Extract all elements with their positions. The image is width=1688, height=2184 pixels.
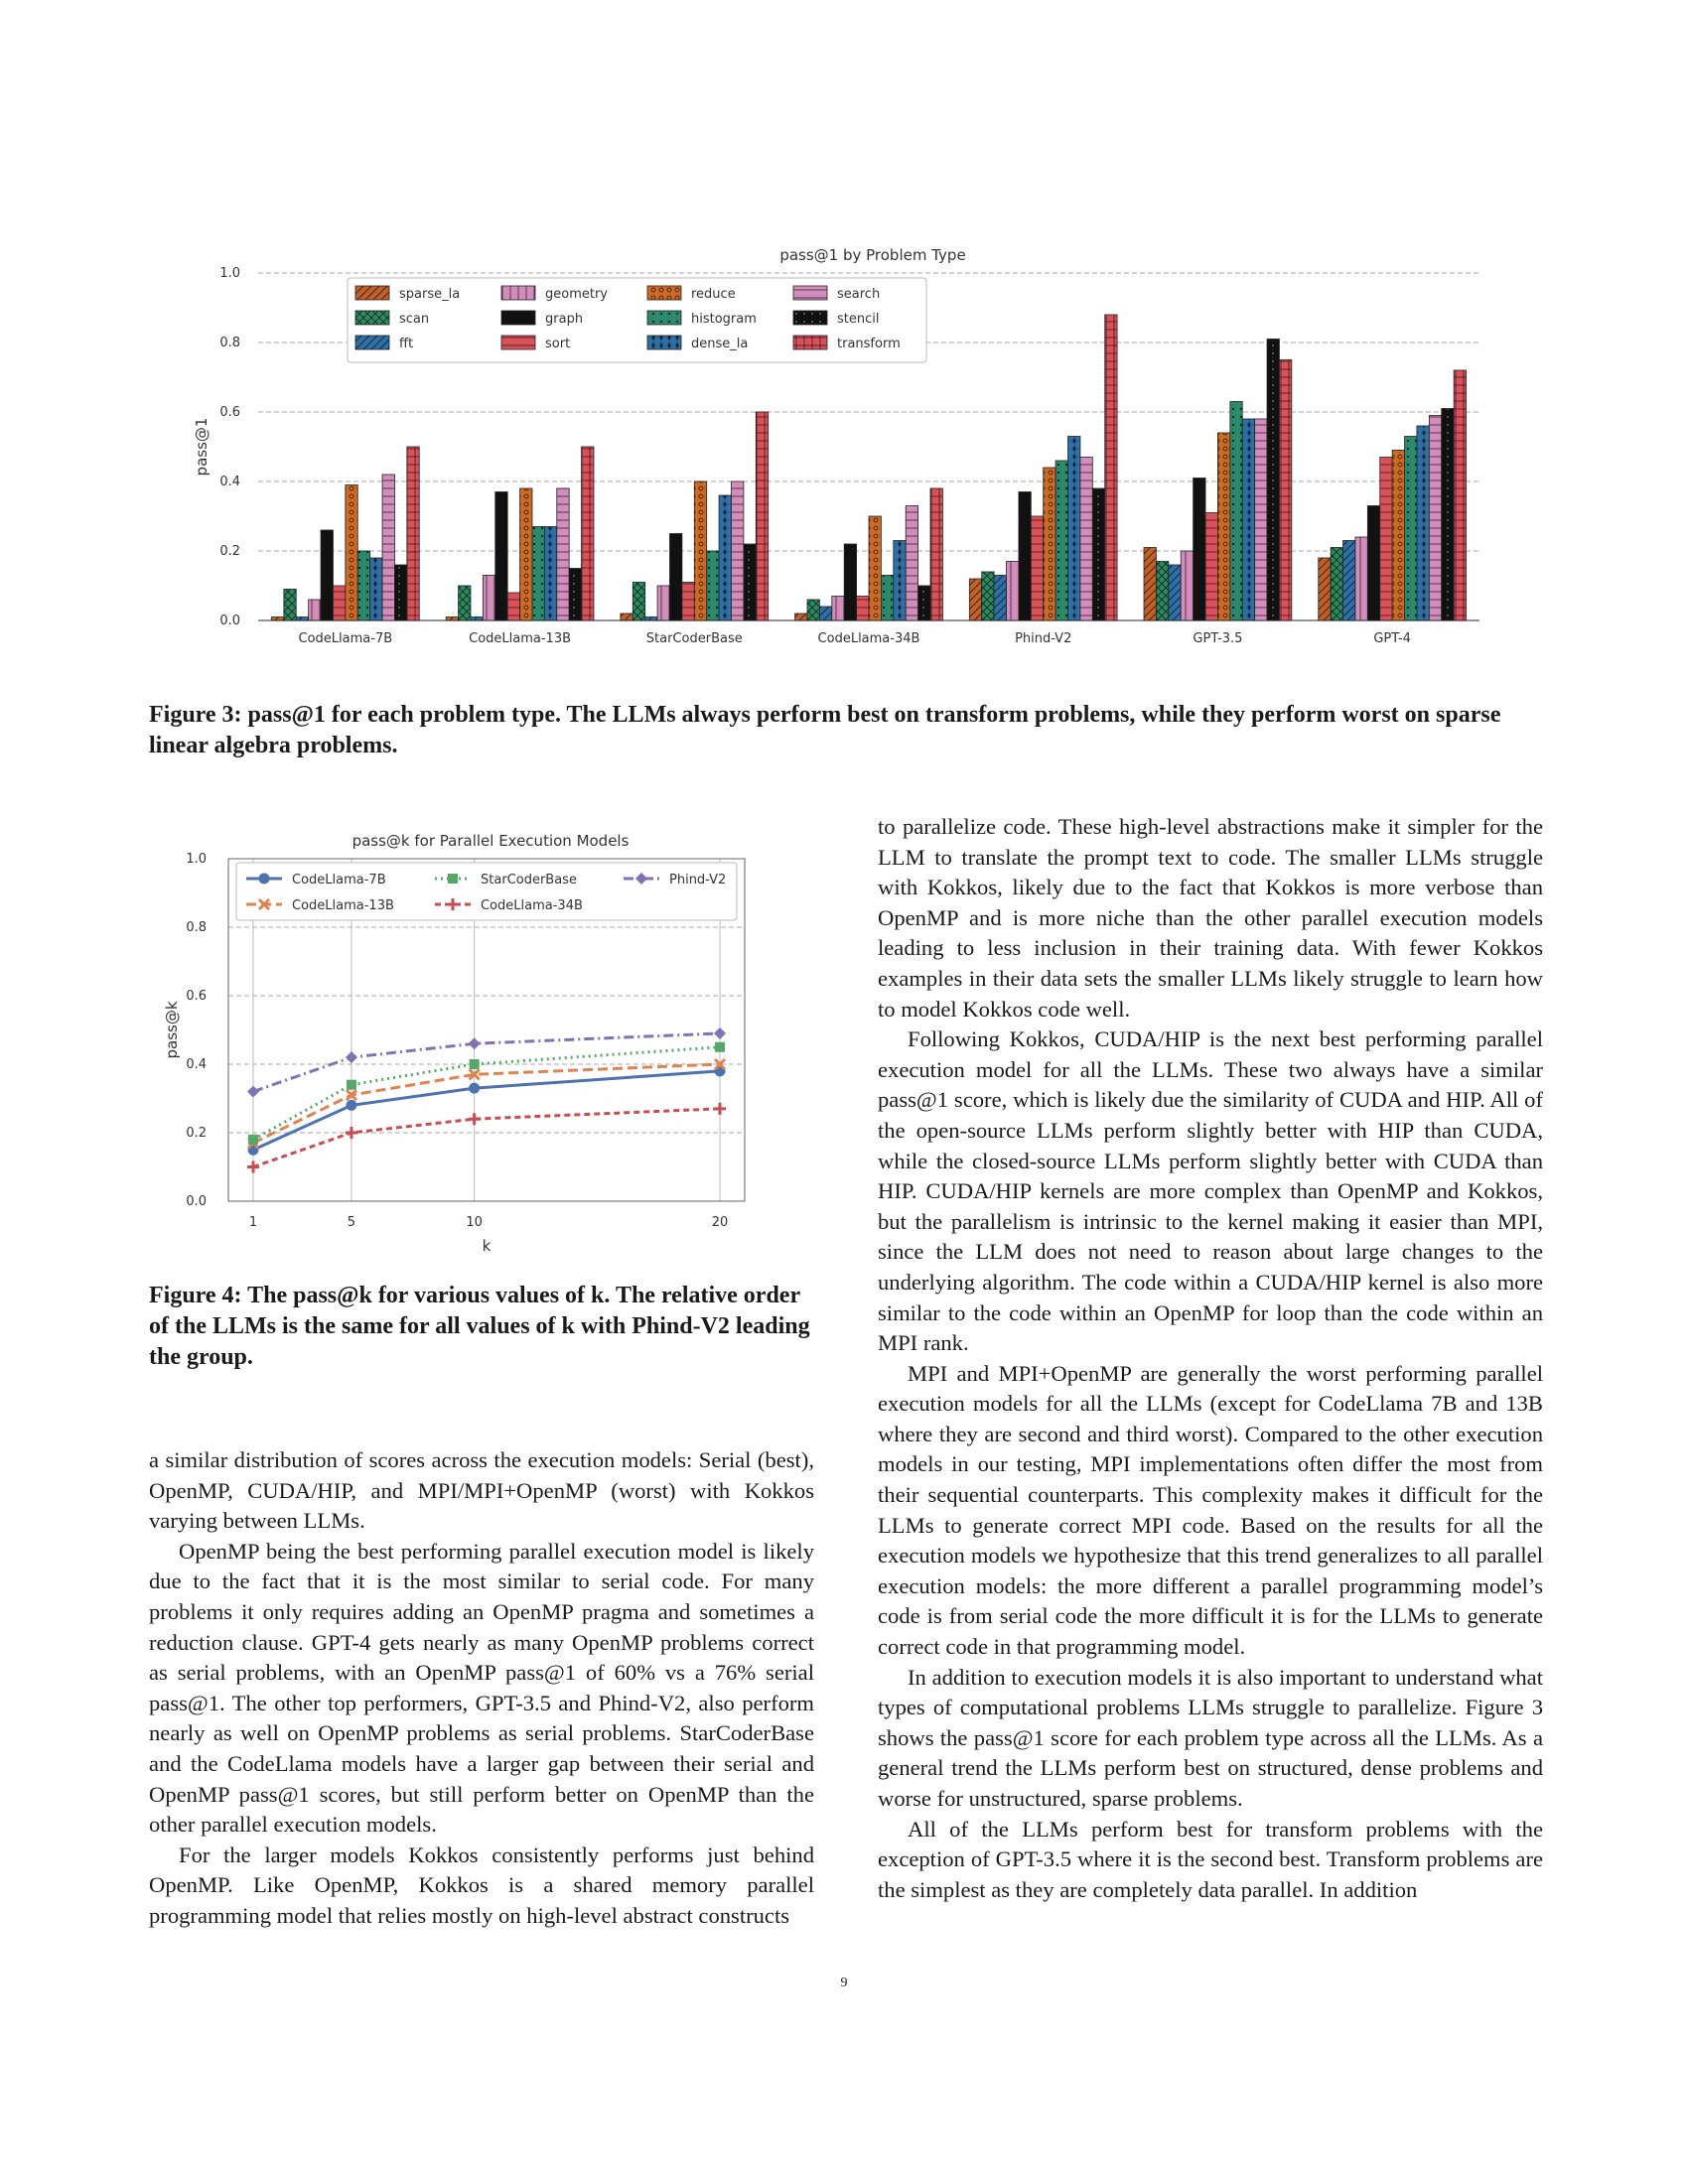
bar-histogram — [357, 551, 369, 620]
legend-label: Phind-V2 — [669, 873, 727, 887]
bar-graph — [321, 530, 333, 620]
paragraph: to parallelize code. These high-level abstractions make it simpler for the LLM to translate the prompt text to code. The smaller LLMs struggle with Kokkos, likely due to the fact that Kokkos is more verbose than OpenMP and is more niche than the other parallel execution models leading to less inclusion in their training data. With fewer Kokkos examples in their data sets the smaller LLMs likely struggle to learn how to model Kokkos code well. — [878, 814, 1543, 1022]
y-axis-label: pass@1 — [193, 417, 211, 477]
bar-scan — [807, 600, 819, 620]
y-tick-label: 0.2 — [219, 544, 240, 559]
bar-sparse_la — [1319, 558, 1331, 620]
bar-geometry — [832, 597, 844, 621]
data-point — [346, 1100, 356, 1111]
bar-search — [557, 488, 569, 620]
legend-label: sort — [545, 337, 571, 351]
y-tick-label: 1.0 — [219, 266, 240, 281]
x-tick-label: CodeLlama-13B — [469, 631, 572, 646]
bar-dense_la — [1242, 419, 1254, 620]
legend — [348, 278, 926, 362]
legend-swatch-sort — [501, 336, 535, 349]
legend-swatch-graph — [501, 311, 535, 325]
bar-graph — [1019, 492, 1031, 621]
data-point — [247, 1161, 259, 1173]
bar-sort — [507, 593, 519, 620]
paragraph: a similar distribution of scores across the execution models: Serial (best), OpenMP, CUDA/HIP, and MPI/MPI+OpenMP (worst) with Kokkos varying between LLMs. — [149, 1447, 814, 1534]
bar-graph — [844, 544, 856, 620]
legend-swatch-scan — [355, 311, 389, 325]
bar-histogram — [1405, 437, 1417, 621]
legend-label: reduce — [691, 287, 736, 302]
y-tick-label: 0.0 — [186, 1194, 207, 1209]
bar-fft — [296, 617, 308, 621]
legend-label: dense_la — [691, 337, 749, 351]
series-CodeLlama-34B — [247, 1103, 726, 1173]
bar-fft — [1169, 565, 1181, 620]
legend-swatch-transform — [793, 336, 827, 349]
bar-search — [1080, 458, 1092, 621]
bar-fft — [1343, 541, 1355, 621]
legend-swatch-fft — [355, 336, 389, 349]
series-line — [253, 1047, 720, 1140]
x-tick-label: 20 — [711, 1215, 729, 1230]
bar-scan — [982, 572, 994, 620]
figure-4-caption: Figure 4: The pass@k for various values of k. The relative order of the LLMs is the same for all values of k with Phind-V2 leading the group. — [149, 1283, 810, 1370]
bar-geometry — [1181, 551, 1193, 620]
series-StarCoderBase — [248, 1042, 725, 1145]
bar-geometry — [657, 586, 669, 620]
bar-fft — [994, 576, 1006, 621]
x-tick-label: StarCoderBase — [645, 631, 743, 646]
data-point — [346, 1127, 357, 1139]
bar-transform — [1105, 315, 1117, 620]
bar-stencil — [744, 544, 756, 620]
legend-label: histogram — [691, 312, 757, 327]
y-tick-label: 1.0 — [186, 852, 207, 867]
x-tick-label: Phind-V2 — [1015, 631, 1072, 646]
legend-label: CodeLlama-13B — [292, 898, 394, 913]
bar-scan — [633, 583, 644, 621]
legend-label: graph — [545, 312, 584, 327]
figure-3-caption: Figure 3: pass@1 for each problem type. The LLMs always perform best on transform problems, while they perform worst on sparse linear algebra problems. — [149, 702, 1501, 758]
bar-histogram — [881, 576, 893, 621]
bar-geometry — [1355, 537, 1367, 620]
bar-sort — [333, 586, 345, 620]
data-point — [347, 1080, 356, 1090]
chart-title: pass@k for Parallel Execution Models — [352, 832, 630, 850]
data-point — [469, 1037, 481, 1049]
y-tick-label: 0.0 — [219, 614, 240, 628]
x-tick-label: CodeLlama-7B — [298, 631, 393, 646]
paragraph: In addition to execution models it is also important to understand what types of computational problems LLMs struggle to parallelize. Figure 3 shows the pass@1 score for each problem type across all the LLMs. As a general trend the LLMs perform best on structured, dense problems and worse for unstructured, sparse problems. — [878, 1664, 1543, 1811]
paragraph: All of the LLMs perform best for transform problems with the exception of GPT-3.5 where it is the second best. Transform problems are the simplest as they are completely data parallel. In addition — [878, 1816, 1543, 1902]
bar-dense_la — [894, 541, 906, 621]
y-tick-label: 0.4 — [219, 475, 240, 489]
bar-fft — [471, 617, 483, 621]
bar-search — [731, 481, 743, 620]
bar-transform — [582, 447, 594, 620]
bar-scan — [1331, 548, 1342, 621]
bar-reduce — [1044, 468, 1055, 620]
bar-dense_la — [719, 495, 731, 620]
legend-swatch-sparse_la — [355, 286, 389, 300]
bar-fft — [645, 617, 657, 621]
legend-label: CodeLlama-34B — [481, 898, 583, 913]
legend-swatch-histogram — [647, 311, 681, 325]
bar-stencil — [1442, 409, 1454, 621]
left-text-column — [149, 1445, 814, 1932]
bar-transform — [1279, 360, 1291, 621]
bar-reduce — [1392, 451, 1404, 621]
legend-label: CodeLlama-7B — [292, 873, 386, 887]
series-CodeLlama-13B — [248, 1059, 725, 1148]
bar-transform — [930, 488, 942, 620]
right-text-column — [878, 812, 1543, 1905]
data-point — [247, 1086, 259, 1098]
legend — [236, 863, 737, 920]
bar-reduce — [1217, 433, 1229, 620]
data-point — [714, 1103, 726, 1115]
bar-graph — [495, 492, 507, 621]
legend-label: fft — [399, 337, 414, 351]
pass-at-k-chart — [149, 824, 765, 1261]
bar-search — [1255, 419, 1267, 620]
bar-geometry — [1007, 562, 1019, 621]
bar-graph — [669, 534, 681, 621]
bar-scan — [284, 590, 296, 621]
paragraph: Following Kokkos, CUDA/HIP is the next best performing parallel execution model for all the LLMs. These two always have a similar pass@1 score, which is likely due the similarity of CUDA and HIP. All of the open-source LLMs perform slightly better with HIP than CUDA, while the closed-source LLMs perform slightly better with CUDA than HIP. CUDA/HIP kernels are more complex than OpenMP and Kokkos, but the parallelism is intrinsic to the kernel making it easier than MPI, since the LLM does not need to reason about large changes to the underlying algorithm. The code within a CUDA/HIP kernel is also more similar to the code within an OpenMP for loop than the code within an MPI rank. — [878, 1026, 1543, 1356]
bar-sort — [1205, 513, 1217, 621]
bar-reduce — [520, 488, 532, 620]
bar-dense_la — [370, 558, 382, 620]
data-point — [470, 1059, 480, 1069]
y-tick-label: 0.8 — [219, 336, 240, 350]
y-axis-label: pass@k — [163, 1001, 181, 1059]
legend-label: StarCoderBase — [481, 873, 577, 887]
bar-sort — [1380, 458, 1392, 621]
bar-geometry — [483, 576, 494, 621]
page-number: 9 — [840, 1976, 848, 1990]
legend-label: sparse_la — [399, 287, 461, 302]
data-point — [714, 1027, 726, 1039]
bar-dense_la — [544, 527, 556, 621]
bar-histogram — [532, 527, 544, 621]
x-tick-label: 5 — [347, 1215, 356, 1230]
data-point — [469, 1113, 481, 1125]
x-tick-label: GPT-4 — [1373, 631, 1411, 646]
bar-sort — [682, 583, 694, 621]
bar-stencil — [1267, 340, 1279, 621]
x-tick-label: 10 — [466, 1215, 483, 1230]
bar-reduce — [694, 481, 706, 620]
figure-4 — [149, 824, 765, 1261]
bar-graph — [1194, 478, 1205, 621]
bar-transform — [407, 447, 419, 620]
data-point — [346, 1051, 357, 1063]
figure-3 — [189, 238, 1519, 665]
data-point — [248, 1135, 258, 1145]
bar-histogram — [1230, 402, 1242, 621]
bar-stencil — [394, 565, 406, 620]
chart-title: pass@1 by Problem Type — [779, 246, 966, 264]
bar-sparse_la — [795, 614, 807, 620]
y-tick-label: 0.4 — [186, 1057, 207, 1072]
legend-label: stencil — [837, 312, 880, 327]
bar-sparse_la — [1144, 548, 1156, 621]
bar-histogram — [1055, 461, 1067, 620]
paragraph: MPI and MPI+OpenMP are generally the worst performing parallel execution models for all the LLMs (except for CodeLlama 7B and 13B where they are second and third worst). Compared to the other execution models in our testing, MPI implementations often differ the most from their sequential counterparts. This complexity makes it difficult for the LLMs to generate correct MPI code. Based on the results for all the execution models we hypothesize that this trend generalizes to all parallel execution models: the more different a parallel programming model’s code is from serial code the more difficult it is for the LLMs to generate correct code in that programming model. — [878, 1360, 1543, 1660]
x-axis-label: k — [482, 1237, 492, 1255]
bar-graph — [1367, 506, 1379, 621]
bar-sort — [857, 597, 869, 621]
bar-reduce — [346, 485, 357, 621]
bar-scan — [1156, 562, 1168, 621]
y-tick-label: 0.6 — [186, 989, 207, 1004]
bar-histogram — [707, 551, 719, 620]
bar-search — [906, 506, 917, 621]
legend-label: geometry — [545, 287, 609, 302]
bar-transform — [1454, 370, 1466, 620]
legend-swatch-stencil — [793, 311, 827, 325]
bar-stencil — [918, 586, 930, 620]
bar-sparse_la — [621, 614, 633, 620]
x-tick-label: CodeLlama-34B — [817, 631, 920, 646]
legend-label: transform — [837, 337, 901, 351]
data-point — [469, 1083, 480, 1094]
y-tick-label: 0.6 — [219, 405, 240, 420]
legend-marker — [259, 874, 270, 885]
bar-geometry — [309, 600, 321, 620]
bar-stencil — [569, 569, 581, 621]
pass-at-1-by-problem-type-chart — [189, 238, 1519, 665]
bar-fft — [819, 607, 831, 620]
x-tick-label: GPT-3.5 — [1193, 631, 1243, 646]
bar-dense_la — [1068, 437, 1080, 621]
bar-reduce — [869, 516, 881, 620]
bar-stencil — [1092, 488, 1104, 620]
data-point — [715, 1042, 725, 1052]
legend-label: scan — [399, 312, 430, 327]
bar-sparse_la — [969, 579, 981, 620]
legend-marker — [448, 874, 458, 884]
bar-scan — [459, 586, 471, 620]
bar-transform — [756, 412, 768, 620]
legend-swatch-geometry — [501, 286, 535, 300]
series-line — [253, 1033, 720, 1092]
legend-swatch-reduce — [647, 286, 681, 300]
paragraph: OpenMP being the best performing parallel execution model is likely due to the fact that it is the most similar to serial code. For many problems it only requires adding an OpenMP pragma and sometimes a reduction clause. GPT-4 gets nearly as many OpenMP problems correct as serial problems, with an OpenMP pass@1 of 60% vs a 76% serial pass@1. The other top performers, GPT-3.5 and Phind-V2, also perform nearly as well on OpenMP problems as serial problems. StarCoderBase and the CodeLlama models have a larger gap between their serial and OpenMP pass@1 scores, but still perform better on OpenMP than the other parallel execution models. — [149, 1538, 814, 1838]
legend-swatch-dense_la — [647, 336, 681, 349]
bar-dense_la — [1417, 426, 1429, 620]
bar-search — [1429, 416, 1441, 621]
bar-search — [382, 475, 394, 620]
bar-sort — [1031, 516, 1043, 620]
x-tick-label: 1 — [248, 1215, 258, 1230]
bar-sparse_la — [271, 617, 283, 621]
legend-label: search — [837, 287, 881, 302]
y-tick-label: 0.2 — [186, 1126, 207, 1141]
legend-swatch-search — [793, 286, 827, 300]
y-tick-label: 0.8 — [186, 920, 207, 935]
paragraph: For the larger models Kokkos consistently performs just behind OpenMP. Like OpenMP, Kokkos is a shared memory parallel programming model that relies mostly on high-level abstract constructs — [149, 1842, 814, 1928]
bar-sparse_la — [446, 617, 458, 621]
